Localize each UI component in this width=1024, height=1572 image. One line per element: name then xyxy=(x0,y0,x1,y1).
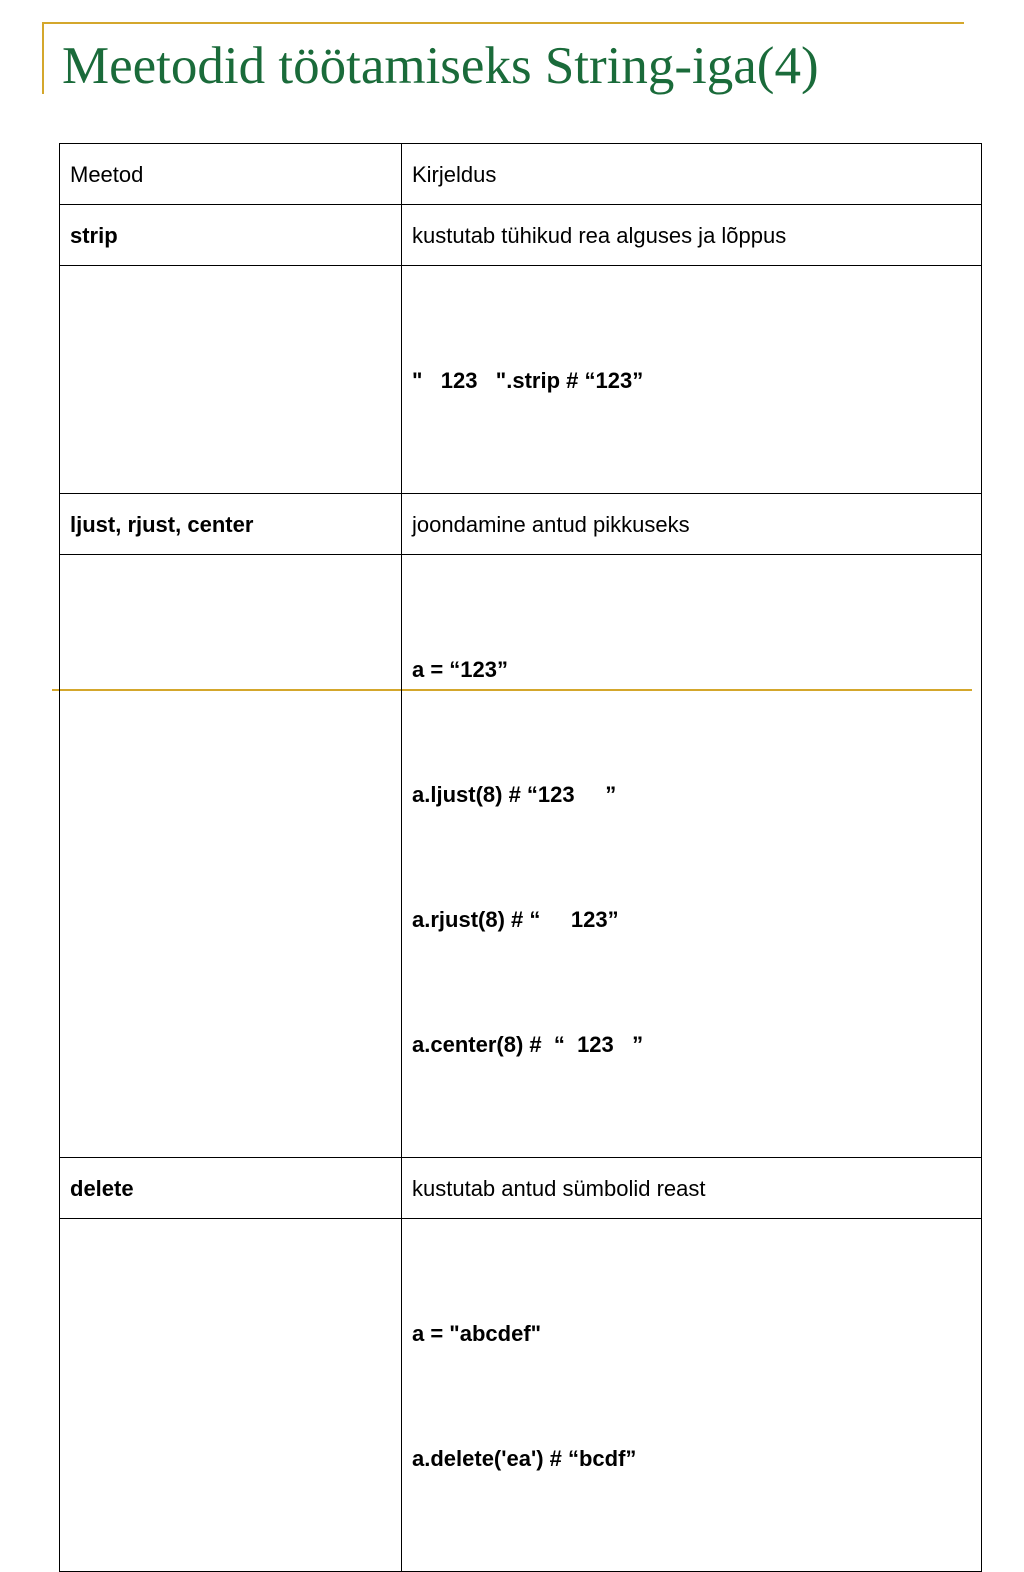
example-line: a.rjust(8) # “ 123” xyxy=(412,907,619,932)
example-cell xyxy=(402,1219,982,1572)
method-cell: delete xyxy=(60,1158,402,1219)
methods-table xyxy=(59,143,982,1572)
example-line: a.delete('ea') # “bcdf” xyxy=(412,1446,637,1471)
description-line: kustutab antud sümbolid reast xyxy=(412,1176,706,1201)
method-cell xyxy=(60,555,402,1158)
description-cell xyxy=(402,205,982,266)
accent-line-top xyxy=(42,22,964,24)
example-cell xyxy=(402,266,982,494)
example-line: a.center(8) # “ 123 ” xyxy=(412,1032,644,1057)
table-row xyxy=(60,266,982,494)
header-description: Kirjeldus xyxy=(402,144,982,205)
table-row xyxy=(60,1219,982,1572)
table-header-row xyxy=(60,144,982,205)
table-row xyxy=(60,205,982,266)
method-cell xyxy=(60,1219,402,1572)
example-cell xyxy=(402,555,982,1158)
description-line: kustutab tühikud rea alguses ja lõppus xyxy=(412,223,787,248)
table-row xyxy=(60,1158,982,1219)
example-line: a.ljust(8) # “123 ” xyxy=(412,782,617,807)
example-line: a = "abcdef" xyxy=(412,1321,542,1346)
example-line: " 123 ".strip # “123” xyxy=(412,368,644,393)
description-cell xyxy=(402,1158,982,1219)
example-line: a = “123” xyxy=(412,657,509,682)
method-cell xyxy=(60,266,402,494)
description-line: joondamine antud pikkuseks xyxy=(412,512,690,537)
table-row xyxy=(60,494,982,555)
header-method: Meetod xyxy=(60,144,402,205)
method-cell: ljust, rjust, center xyxy=(60,494,402,555)
slide-title: Meetodid töötamiseks String-iga(4) xyxy=(62,37,819,95)
description-cell xyxy=(402,494,982,555)
accent-line-left xyxy=(42,22,44,94)
method-cell: strip xyxy=(60,205,402,266)
table-row xyxy=(60,555,982,1158)
